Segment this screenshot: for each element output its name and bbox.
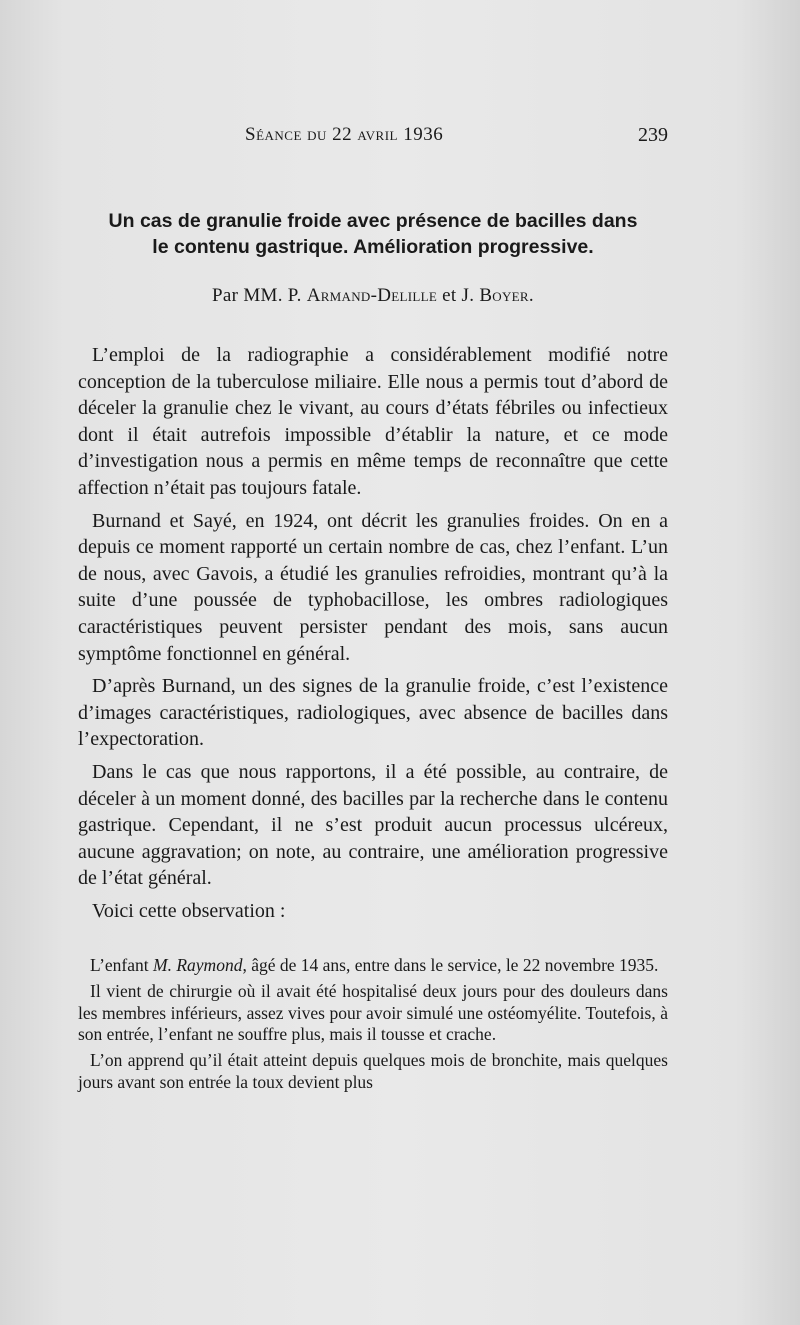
observation-paragraph — [78, 955, 668, 977]
running-head: Séance du 22 avril 1936 — [245, 124, 444, 145]
authors-prefix: Par MM. P. — [212, 285, 307, 306]
page-header — [78, 124, 668, 150]
observation-text: , âgé de 14 ans, entre dans le service, le 22 novembre 1935. — [242, 955, 659, 975]
article-title — [78, 208, 668, 260]
paragraph: D’après Burnand, un des signes de la granulie froide, c’est l’existence d’images caractéristiques, radiologiques, avec absence de bacilles dans l’expectoration. — [78, 675, 668, 751]
title-line-2: le contenu gastrique. Amélioration progressive. — [152, 236, 594, 258]
article-body — [78, 342, 668, 930]
paragraph: L’emploi de la radiographie a considérablement modifié notre conception de la tuberculose miliaire. Elle nous a permis tout d’abord de déceler la granulie chez le vivant, au cours d’états fébriles ou infectieux dont il était autrefois impossible d’établir la nature, et ce mode d’investigation nous a permis en même temps de reconnaître que cette affection n’était pas toujours fatale. — [78, 344, 668, 499]
observation-section — [78, 955, 668, 1098]
authors-middle: et J. — [437, 285, 480, 306]
author-armand-delille: Armand-Delille — [306, 285, 438, 306]
author-boyer: Boyer. — [479, 285, 534, 306]
page-number: 239 — [638, 124, 668, 146]
paragraph: Burnand et Sayé, en 1924, ont décrit les granulies froides. On en a depuis ce moment rapporté un certain nombre de cas, chez l’enfant. L’un de nous, avec Gavois, a étudié les granulies refroidies, montrant qu’à la suite d’une poussée de typhobacillose, les ombres radiologiques caractéristiques peuvent persister pendant des mois, sans aucun symptôme fonctionnel en général. — [78, 509, 668, 665]
observation-text: L’enfant — [90, 955, 154, 975]
title-line-1: Un cas de granulie froide avec présence de bacilles dans — [108, 210, 638, 232]
patient-name: M. Raymond — [153, 955, 243, 975]
observation-paragraph: L’on apprend qu’il était atteint depuis quelques mois de bronchite, mais quelques jours avant son entrée la toux devient plus — [78, 1050, 668, 1092]
observation-paragraph: Il vient de chirurgie où il avait été hospitalisé deux jours pour des douleurs dans les membres inférieurs, assez vives pour avoir simulé une ostéomyélite. Toutefois, à son entrée, l’enfant ne souffre plus, mais il tousse et crache. — [78, 980, 668, 1045]
authors-line — [78, 285, 668, 307]
paragraph: Dans le cas que nous rapportons, il a été possible, au contraire, de déceler à un moment donné, des bacilles par la recherche dans le contenu gastrique. Cependant, il ne s’est produit aucun processus ulcéreux, aucune aggravation; on note, au contraire, une amélioration progressive de l’état général. — [78, 760, 668, 890]
paragraph: Voici cette observation : — [92, 899, 286, 922]
